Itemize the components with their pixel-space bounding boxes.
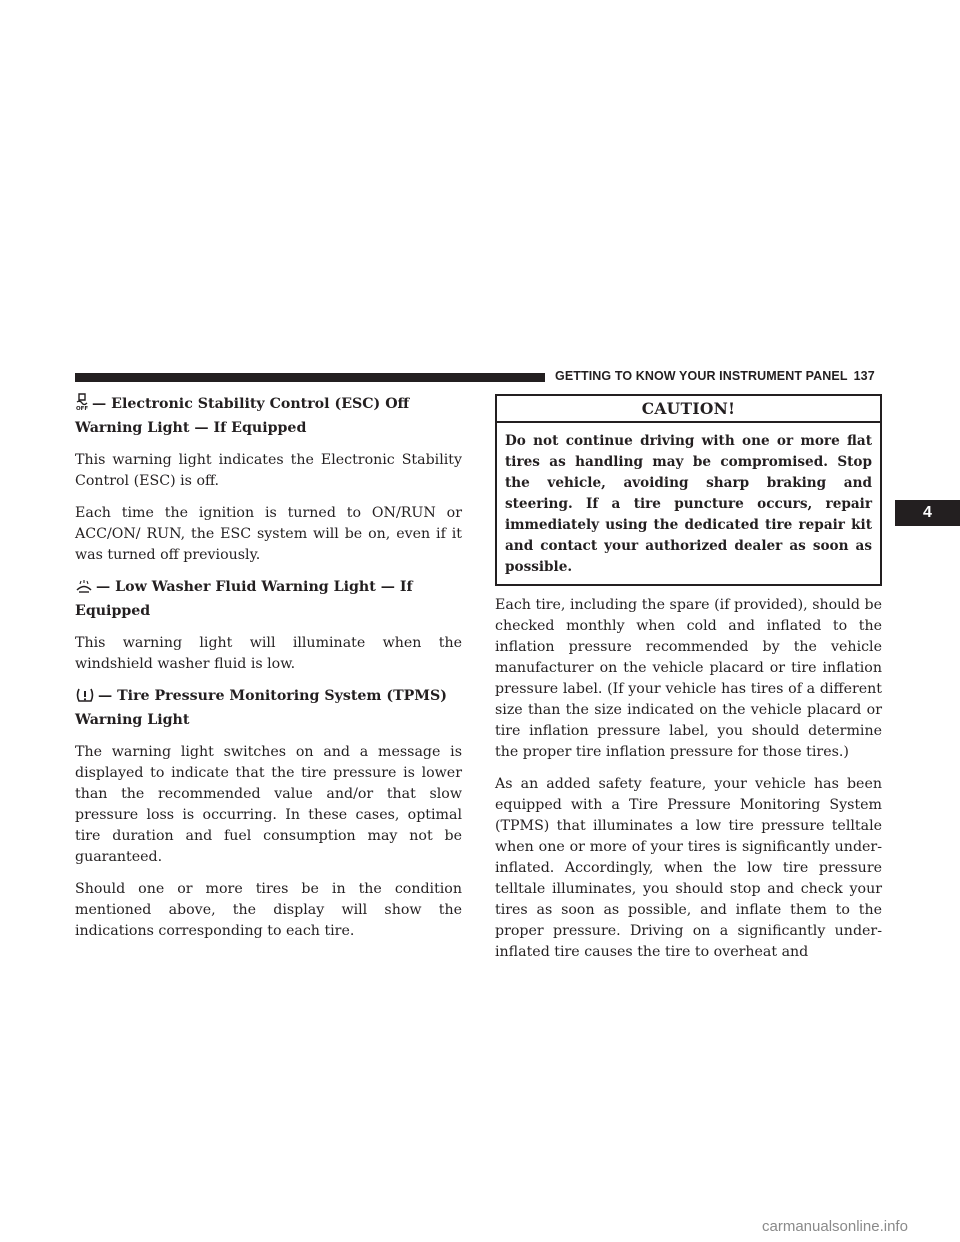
- washer-heading-text: — Low Washer Fluid Warning Light — If Equipped: [75, 579, 413, 619]
- tpms-heading-text: — Tire Pressure Monitoring System (TPMS) Warning Light: [75, 688, 447, 728]
- tpms-feature-paragraph: As an added safety feature, your vehicle has been equipped with a Tire Pressure Monitoring System (TPMS) that illuminates a low tire pressure telltale when one or more of your tires is significantly under-inflated. Accordingly, when the low tire pressure telltale illuminates, you should stop and check your tires as soon as possible, and inflate them to the proper pressure. Driving on a significantly under-inflated tire causes the tire to overheat and: [495, 776, 882, 960]
- section-title: GETTING TO KNOW YOUR INSTRUMENT PANEL: [555, 369, 848, 383]
- caution-body: Do not continue driving with one or more flat tires as handling may be compromised. Stop the vehicle, avoiding sharp braking and steering. If a tire puncture occurs, repair immediately using the dedicated tire repair kit and contact your authorized dealer as soon as possible.: [505, 433, 872, 575]
- esc-off-heading-text: — Electronic Stability Control (ESC) Off Warning Light — If Equipped: [75, 396, 410, 436]
- washer-paragraph-1: This warning light will illuminate when the windshield washer fluid is low.: [75, 635, 462, 672]
- tpms-paragraph-2: Should one or more tires be in the condition mentioned above, the display will show the indications corresponding to each tire.: [75, 881, 462, 939]
- washer-fluid-icon: [75, 580, 93, 601]
- running-header: [555, 369, 885, 383]
- tpms-paragraph-1: The warning light switches on and a message is displayed to indicate that the tire pressure is lower than the recommended value and/or that slow pressure loss is occurring. In these cases, optimal tire duration and fuel consumption may not be guaranteed.: [75, 744, 462, 865]
- esc-off-icon: [75, 393, 89, 418]
- caution-box: [495, 394, 882, 586]
- tire-check-paragraph: Each tire, including the spare (if provided), should be checked monthly when cold and inflated to the inflation pressure recommended by the vehicle manufacturer on the vehicle placard or tire inflation pressure label. (If your vehicle has tires of a different size than the size indicated on the vehicle placard or tire inflation pressure label, you should determine the proper tire inflation pressure for those tires.): [495, 597, 882, 760]
- chapter-tab: 4: [895, 500, 960, 526]
- esc-off-paragraph-1: This warning light indicates the Electronic Stability Control (ESC) is off.: [75, 452, 462, 489]
- tpms-heading: [75, 686, 462, 731]
- left-column: [75, 393, 462, 953]
- page-number: 137: [853, 369, 875, 383]
- header-rule: [75, 373, 545, 382]
- caution-title: CAUTION!: [497, 396, 880, 423]
- esc-off-paragraph-2: Each time the ignition is turned to ON/RUN or ACC/ON/ RUN, the ESC system will be on, even if it was turned off previously.: [75, 505, 462, 563]
- esc-off-heading: [75, 393, 462, 439]
- tpms-icon: [75, 687, 95, 710]
- right-column: [495, 393, 882, 974]
- watermark: carmanualsonline.info: [762, 1218, 908, 1235]
- svg-text:OFF: OFF: [76, 406, 89, 411]
- washer-heading: [75, 577, 462, 622]
